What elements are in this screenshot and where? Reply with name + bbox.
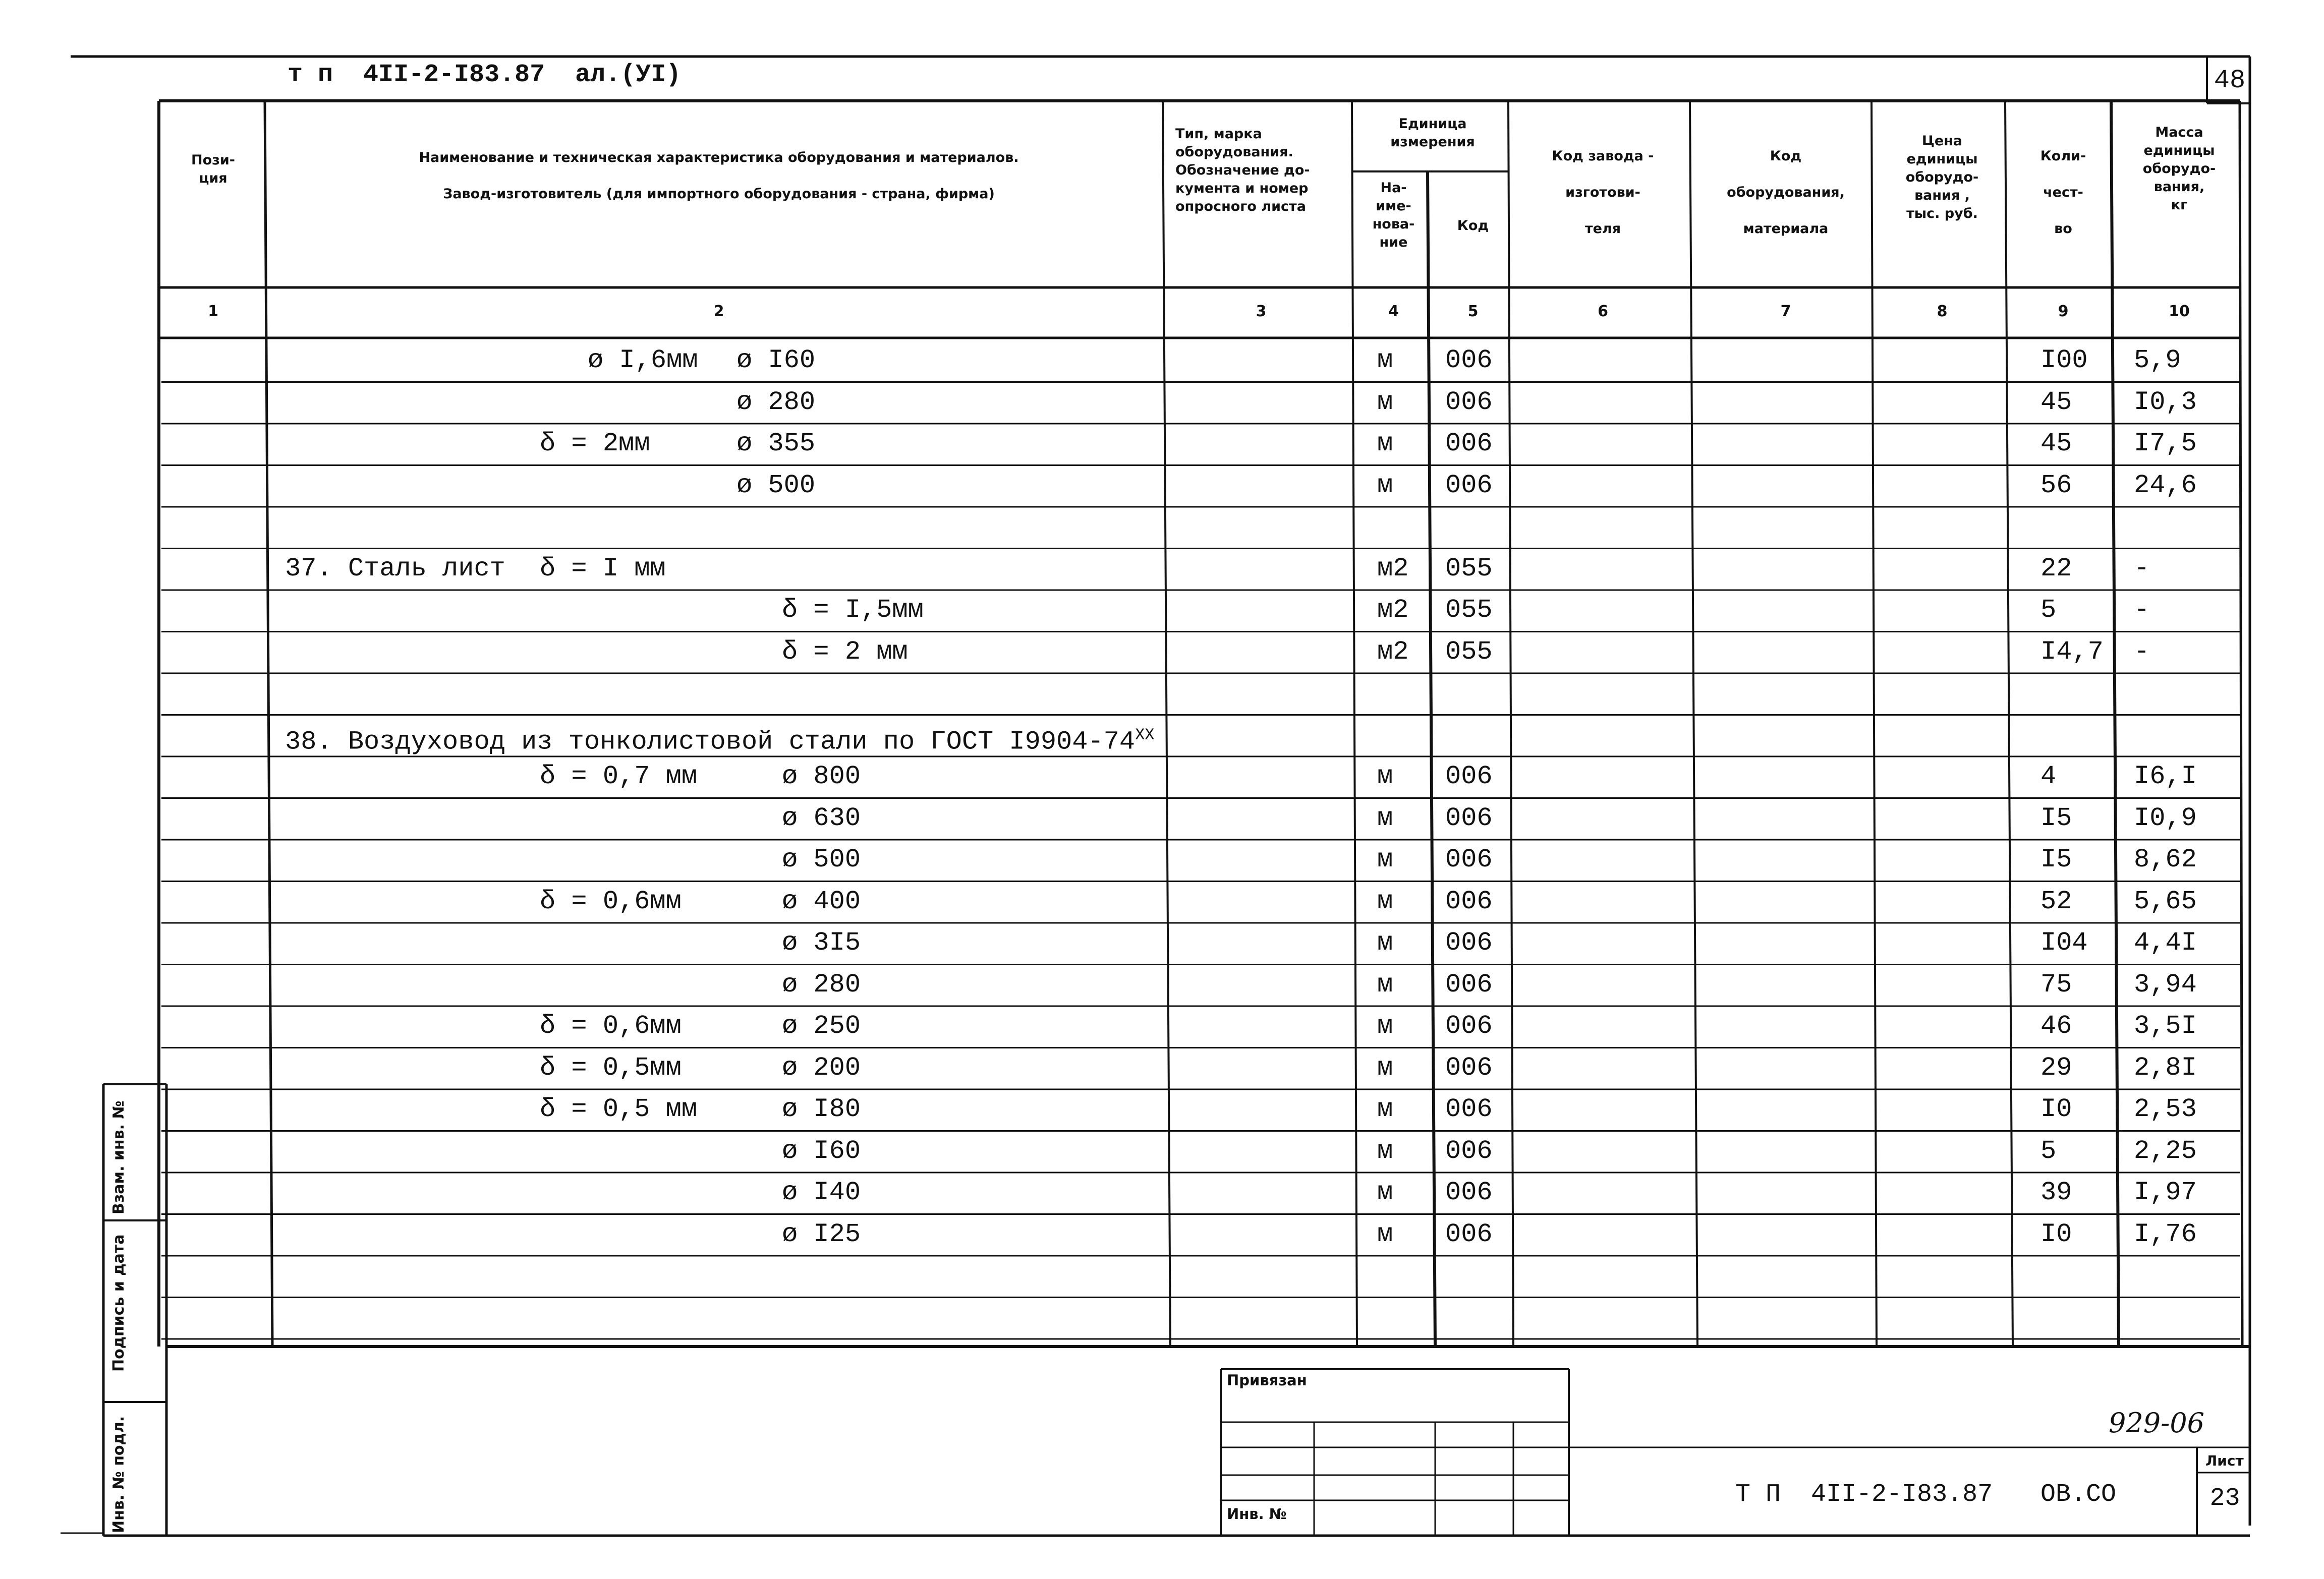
- item-size: ø 355: [736, 429, 816, 458]
- quantity: I04: [2040, 928, 2088, 958]
- unit-name: м2: [1377, 553, 1409, 583]
- unit-name: м: [1377, 803, 1393, 833]
- linked-label: Привязан: [1227, 1372, 1307, 1389]
- col-3-num: 3: [1256, 303, 1267, 320]
- unit-name: м: [1377, 762, 1393, 791]
- col-5-num: 5: [1467, 303, 1479, 320]
- item-superscript: XX: [1135, 725, 1155, 744]
- unit-code: 006: [1445, 845, 1493, 874]
- quantity: I0: [2040, 1094, 2072, 1124]
- handwritten-code: 929-06: [2109, 1407, 2205, 1439]
- item-name: ø I,6мм: [588, 345, 698, 375]
- unit-mass: 2,25: [2134, 1136, 2197, 1166]
- item-name: 38. Воздуховод из тонколистовой стали по ГОСТ $I9904-74^{XX}$: [285, 725, 1155, 756]
- item-name: δ = 2мм: [540, 429, 650, 458]
- quantity: I00: [2040, 345, 2088, 375]
- unit-mass: I0,9: [2134, 803, 2197, 833]
- inv-label: Инв. №: [1227, 1505, 1287, 1523]
- quantity: 75: [2040, 969, 2072, 1000]
- item-size: ø I60: [782, 1136, 861, 1166]
- item-size: δ = I,5мм: [782, 595, 924, 625]
- unit-name: м: [1377, 470, 1393, 500]
- col-2-num: 2: [713, 303, 724, 320]
- side-label-inv-original: Инв. № подл.: [110, 1416, 128, 1533]
- unit-name: м: [1377, 845, 1393, 874]
- unit-code: 006: [1445, 1011, 1493, 1041]
- unit-mass: -: [2134, 636, 2150, 667]
- sheet-label: Лист: [2205, 1452, 2244, 1469]
- unit-mass: 24,6: [2134, 470, 2197, 500]
- item-size: ø 630: [782, 803, 861, 833]
- unit-name: м: [1377, 1094, 1393, 1124]
- quantity: 5: [2040, 595, 2057, 625]
- quantity: I5: [2040, 845, 2072, 874]
- col-4-num: 4: [1388, 303, 1399, 320]
- unit-mass: -: [2134, 553, 2150, 583]
- item-size: ø 250: [782, 1011, 861, 1041]
- unit-code: 006: [1445, 762, 1493, 791]
- unit-group-title: Единица измерения: [1390, 116, 1475, 150]
- unit-code: 006: [1445, 429, 1493, 458]
- col-3-title: Тип, марка оборудования. Обозначение до- кумента и номер опросного листа: [1175, 126, 1310, 214]
- col-5-title: Код: [1457, 218, 1489, 233]
- quantity: 45: [2040, 429, 2072, 458]
- item-size: δ = I мм: [540, 553, 666, 583]
- item-size: ø 3I5: [782, 928, 861, 958]
- sheet-number: 23: [2209, 1484, 2240, 1513]
- unit-name: м2: [1377, 595, 1409, 625]
- unit-mass: 8,62: [2134, 845, 2197, 874]
- col-4-title: На- име- нова- ние: [1372, 180, 1415, 250]
- unit-name: м2: [1377, 636, 1409, 667]
- col-1-num: 1: [208, 303, 218, 320]
- item-size: ø I25: [782, 1219, 861, 1249]
- col-9-num: 9: [2058, 303, 2069, 320]
- quantity: 5: [2040, 1136, 2057, 1166]
- item-name: δ = 0,6мм: [540, 1011, 682, 1041]
- col-7-title: Код оборудования, материала: [1727, 148, 1845, 237]
- item-size: ø 500: [782, 845, 861, 874]
- unit-mass: 5,65: [2134, 886, 2197, 916]
- quantity: 45: [2040, 387, 2072, 417]
- unit-name: м: [1377, 387, 1393, 417]
- unit-code: 055: [1445, 636, 1493, 667]
- unit-mass: I,97: [2134, 1178, 2197, 1207]
- unit-name: м: [1377, 969, 1393, 1000]
- doc-title: т п 4II-2-I83.87 ал.(УI): [288, 61, 682, 89]
- unit-mass: 2,8I: [2134, 1052, 2197, 1083]
- item-name: δ = 0,5мм: [540, 1052, 682, 1083]
- unit-name: м: [1377, 886, 1393, 916]
- item-size: ø I40: [782, 1178, 861, 1207]
- item-size: δ = 2 мм: [782, 636, 908, 667]
- item-name: δ = 0,7 мм: [540, 762, 698, 791]
- unit-mass: -: [2134, 595, 2150, 625]
- unit-code: 006: [1445, 1136, 1493, 1166]
- quantity: 46: [2040, 1011, 2072, 1041]
- quantity: 29: [2040, 1052, 2072, 1083]
- doc-mark: ОВ.СО: [2040, 1480, 2117, 1509]
- quantity: I4,7: [2040, 636, 2104, 667]
- col-9-title: Коли- чест- во: [2040, 148, 2086, 237]
- quantity: I0: [2040, 1219, 2072, 1249]
- col-8-num: 8: [1937, 303, 1948, 320]
- unit-mass: 3,5I: [2134, 1011, 2197, 1041]
- item-size: ø I60: [736, 345, 816, 375]
- unit-name: м: [1377, 1219, 1393, 1249]
- unit-code: 006: [1445, 345, 1493, 375]
- side-label-replace-inv: Взам. инв. №: [110, 1100, 128, 1214]
- side-label-signature-date: Подпись и дата: [110, 1234, 128, 1372]
- unit-code: 006: [1445, 470, 1493, 500]
- unit-mass: 5,9: [2134, 345, 2181, 375]
- item-size: ø 280: [736, 387, 816, 417]
- unit-code: 006: [1445, 928, 1493, 958]
- unit-code: 006: [1445, 969, 1493, 1000]
- unit-mass: I6,I: [2134, 762, 2197, 791]
- item-name: δ = 0,6мм: [540, 886, 682, 916]
- unit-name: м: [1377, 1136, 1393, 1166]
- col-10-title: Масса единицы оборудо- вания, кг: [2142, 125, 2216, 213]
- unit-code: 055: [1445, 595, 1493, 625]
- unit-code: 006: [1445, 1178, 1493, 1207]
- col-10-num: 10: [2169, 303, 2190, 320]
- unit-mass: 4,4I: [2134, 928, 2197, 958]
- col-1-title: Пози- ция: [191, 152, 235, 186]
- quantity: 39: [2040, 1178, 2072, 1207]
- unit-code: 006: [1445, 1094, 1493, 1124]
- unit-name: м: [1377, 1178, 1393, 1207]
- page-number: 48: [2214, 66, 2246, 95]
- quantity: 4: [2040, 762, 2057, 791]
- unit-code: 006: [1445, 1219, 1493, 1249]
- unit-code: 055: [1445, 553, 1493, 583]
- quantity: 22: [2040, 553, 2072, 583]
- col-8-title: Цена единицы оборудо- вания , тыс. руб.: [1905, 133, 1979, 221]
- item-size: ø 200: [782, 1052, 861, 1083]
- unit-name: м: [1377, 345, 1393, 375]
- unit-code: 006: [1445, 387, 1493, 417]
- unit-code: 006: [1445, 886, 1493, 916]
- unit-mass: I,76: [2134, 1219, 2197, 1249]
- unit-mass: I0,3: [2134, 387, 2197, 417]
- unit-name: м: [1377, 1052, 1393, 1083]
- item-name: δ = 0,5 мм: [540, 1094, 698, 1124]
- unit-mass: 2,53: [2134, 1094, 2197, 1124]
- quantity: 52: [2040, 886, 2072, 916]
- item-size: ø I80: [782, 1094, 861, 1124]
- item-size: ø 280: [782, 969, 861, 1000]
- unit-mass: 3,94: [2134, 969, 2197, 1000]
- unit-name: м: [1377, 1011, 1393, 1041]
- unit-code: 006: [1445, 1052, 1493, 1083]
- unit-name: м: [1377, 429, 1393, 458]
- col-2-title: Наименование и техническая характеристика оборудования и материалов. Завод-изготовитель (для импортного оборудования - страна, фирма): [419, 150, 1019, 202]
- col-6-title: Код завода - изготови- теля: [1552, 148, 1654, 237]
- quantity: I5: [2040, 803, 2072, 833]
- unit-name: м: [1377, 928, 1393, 958]
- item-size: ø 500: [736, 470, 816, 500]
- item-name: 37. Сталь лист: [285, 553, 505, 583]
- item-size: ø 800: [782, 762, 861, 791]
- unit-code: 006: [1445, 803, 1493, 833]
- item-size: ø 400: [782, 886, 861, 916]
- quantity: 56: [2040, 470, 2072, 500]
- doc-code: Т П 4II-2-I83.87: [1735, 1480, 1993, 1509]
- col-7-num: 7: [1780, 303, 1791, 320]
- unit-mass: I7,5: [2134, 429, 2197, 458]
- col-6-num: 6: [1598, 303, 1608, 320]
